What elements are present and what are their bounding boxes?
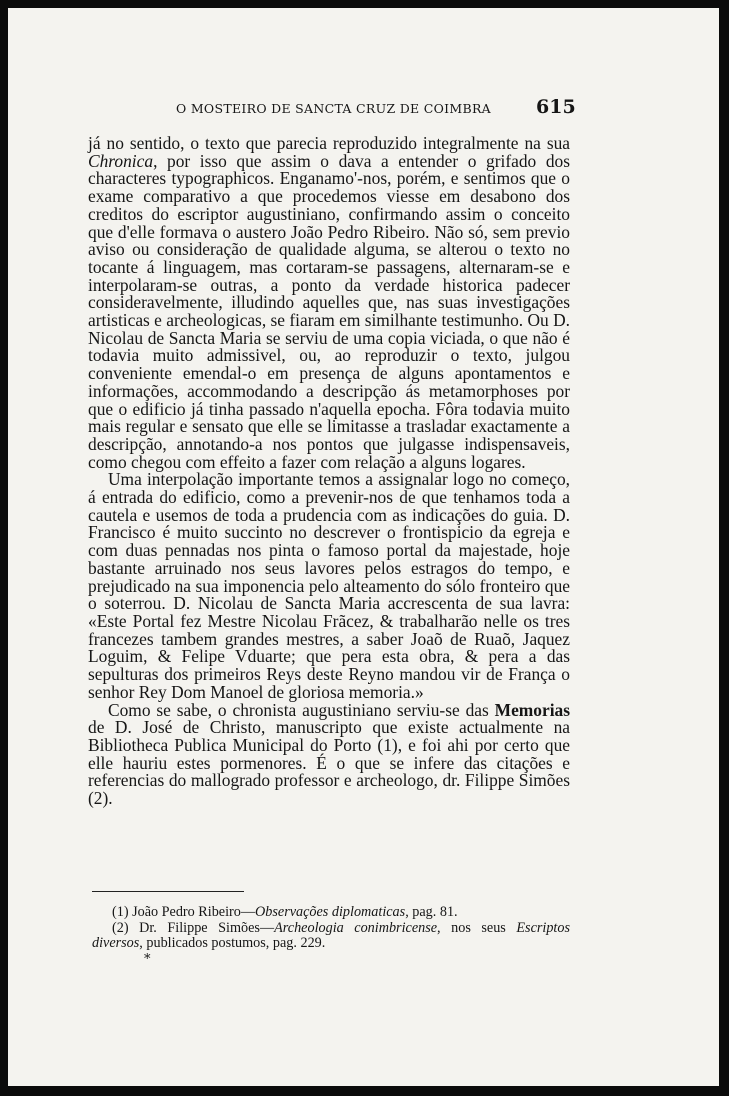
book-page bbox=[8, 8, 719, 1086]
footnotes bbox=[92, 905, 570, 952]
text-run: , por isso que assim o dava a entender o grifado dos characteres typographicos. Enganamo'-nos, porém, e sentimos que o exame comparativo a que procedemos viesse em desabono dos creditos do escriptor augustiniano, confirmando assim o conceito que d'elle formava o austero João Pedro Ribeiro. Não só, sem previo aviso ou consideração de qualidade alguma, se alterou o texto no tocante á linguagem, mas cortaram-se passagens, alternaram-se e interpolaram-se outras, a ponto da verdade historica padecer consideravelmente, illudindo aquelles que, nas suas investigações artisticas e archeologicas, se fiaram em similhante testimunho. Ou D. Nicolau de Sancta Maria se serviu de uma copia viciada, o que não é todavia muito admissivel, ou, ao reproduzir o texto, julgou conveniente emendal-o em presença de alguns apontamentos e informações, accommodando a descripção ás metamorphoses por que o edificio já tinha passado n'aquella epocha. Fôra todavia muito mais regular e sensato que elle se limitasse a trasladar exactamente a descripção, annotando-a nos pontos que julgasse indispensaveis, como chegou com effeito a fazer com relação a alguns logares. bbox=[88, 150, 570, 472]
page-number: 615 bbox=[536, 96, 576, 118]
text-run: (2) Dr. Filippe Simões— bbox=[112, 919, 275, 936]
italic-title: Escriptos diversos bbox=[92, 919, 570, 951]
running-head bbox=[8, 96, 719, 118]
italic-title: Archeologia conimbricense bbox=[274, 919, 438, 936]
running-title: O MOSTEIRO DE SANCTA CRUZ DE COIMBRA bbox=[176, 101, 491, 116]
footnote-2 bbox=[92, 921, 570, 952]
text-run: , nos seus bbox=[437, 919, 517, 936]
paragraph-1 bbox=[88, 135, 570, 471]
italic-title: Observações diplomaticas bbox=[255, 904, 406, 920]
text-run: já no sentido, o texto que parecia reproduzido integralmente na sua bbox=[88, 133, 570, 153]
footnote-1 bbox=[92, 905, 570, 921]
text-run: , publicados postumos, pag. 229. bbox=[139, 935, 326, 951]
text-run: Como se sabe, o chronista augustiniano serviu-se das bbox=[108, 699, 495, 720]
main-text bbox=[88, 135, 570, 808]
footnote-rule bbox=[92, 891, 244, 892]
italic-title: Chronica bbox=[88, 150, 154, 171]
paragraph-3 bbox=[88, 699, 570, 809]
paragraph-2: Uma interpolação importante temos a assignalar logo no começo, á entrada do edificio, como a prevenir-nos de que tenhamos toda a cautela e usemos de toda a prudencia com as indicações do guia. D. Francisco é muito succinto no descrever o frontispicio da egreja e com duas pennadas nos pinta o famoso portal da majestade, hoje bastante arruinado nos seus lavores pelos estragos do tempo, e prejudicado na sua imponencia pelo alteamento do sólo fronteiro que o soterrou. D. Nicolau de Sancta Maria accrescenta de sua lavra: «Este Portal fez Mestre Nicolau Frãcez, & trabalharão nelle os tres francezes tambem grandes mestres, a saber Joaõ de Ruaõ, Jaquez Loguim, & Felipe Vduarte; que pera esta obra, & pera a das sepulturas dos primeiros Reys deste Reyno mandou vir de França o senhor Rey Dom Manoel de gloriosa memoria.» bbox=[88, 469, 570, 702]
bold-title: Memorias bbox=[494, 699, 570, 720]
text-run: , pag. 81. bbox=[405, 904, 458, 920]
text-run: de D. José de Christo, manuscripto que existe actualmente na Bibliotheca Publica Municipal do Porto (1), e foi ahi por certo que elle hauriu estes pormenores. É o que se infere das citações e referencias do mallogrado professor e archeologo, dr. Filippe Simões (2). bbox=[88, 717, 570, 809]
text-run: (1) João Pedro Ribeiro— bbox=[112, 904, 256, 920]
signature-mark: * bbox=[144, 952, 151, 967]
